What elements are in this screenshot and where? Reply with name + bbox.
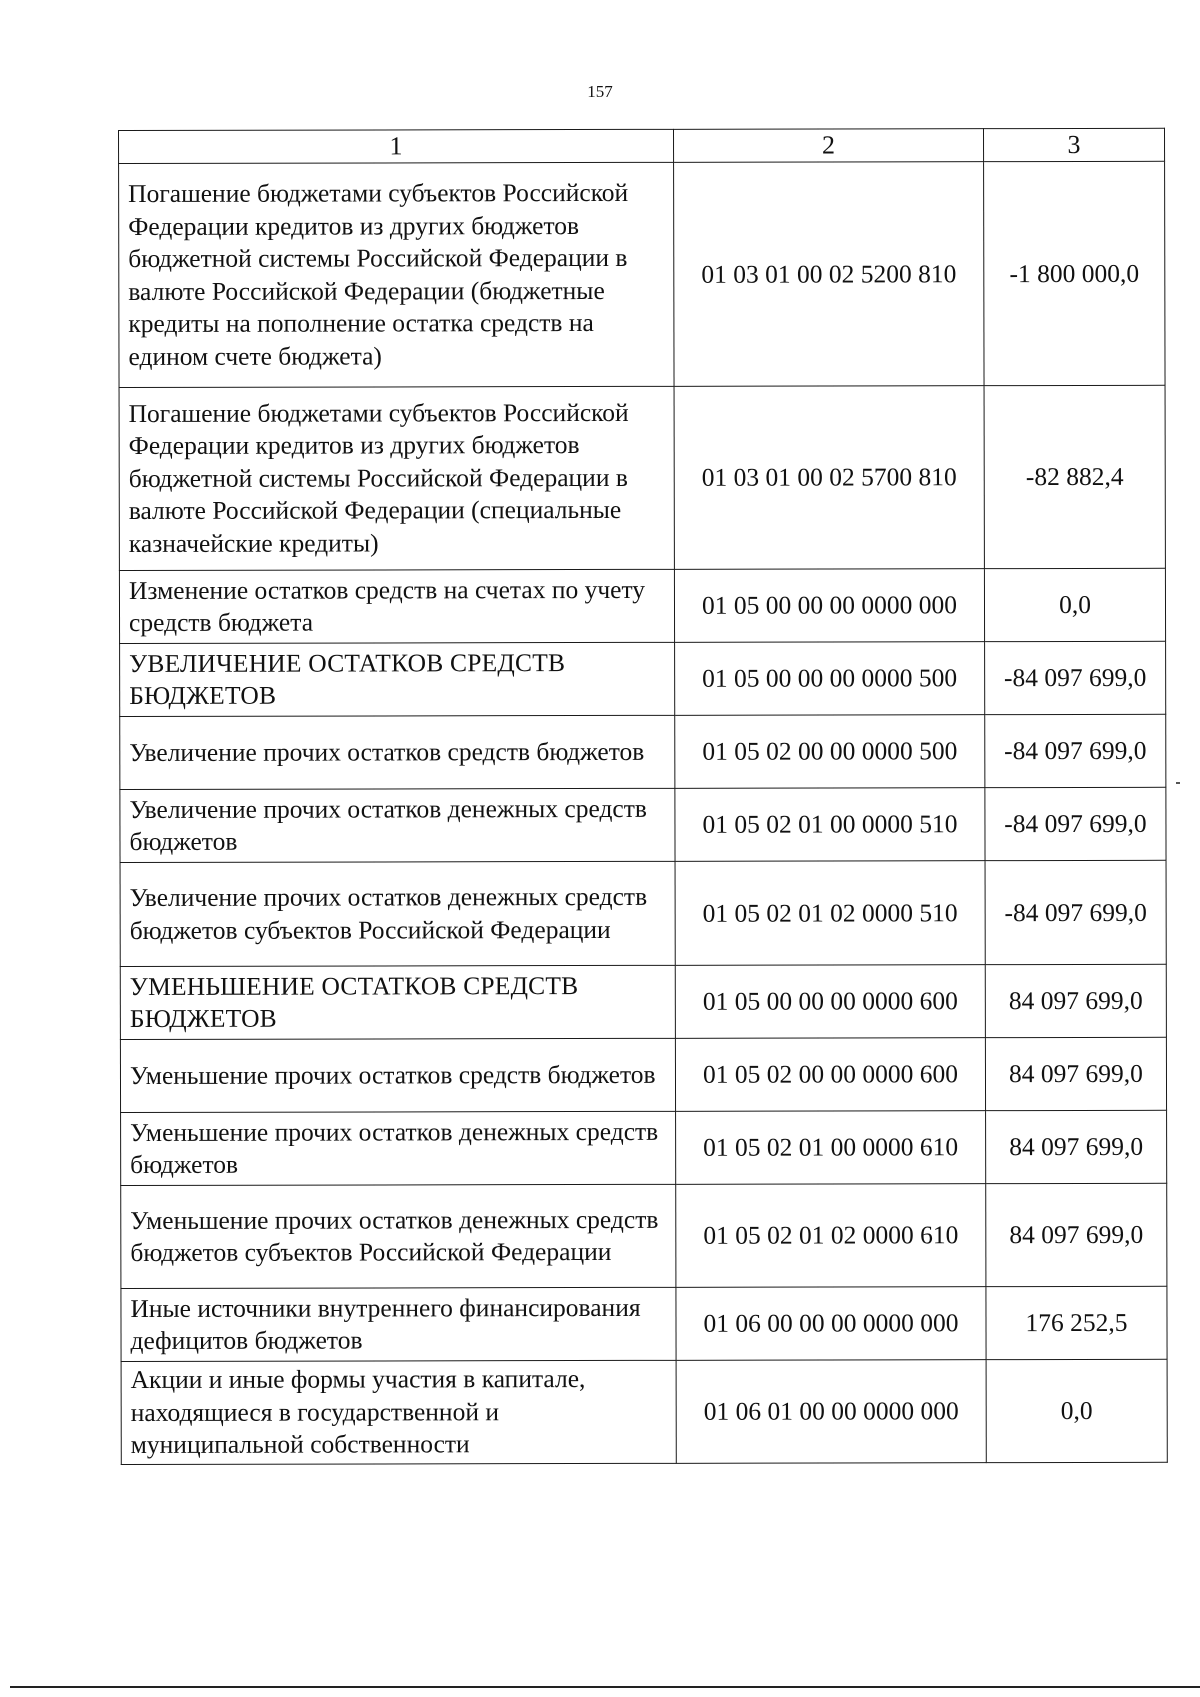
row-amount: 84 097 699,0	[986, 1110, 1167, 1183]
row-amount: 84 097 699,0	[985, 964, 1166, 1037]
row-amount: 176 252,5	[986, 1286, 1167, 1359]
page-number: 157	[587, 82, 613, 101]
row-name: Изменение остатков средств на счетах по учету средств бюджета	[119, 569, 674, 643]
column-header-code: 2	[673, 129, 983, 163]
row-amount: -84 097 699,0	[985, 787, 1166, 860]
row-name: Уменьшение прочих остатков денежных средств бюджетов субъектов Российской Федерации	[121, 1184, 676, 1288]
column-header-name: 1	[119, 129, 674, 163]
row-code: 01 05 02 01 00 0000 610	[676, 1111, 986, 1185]
table-row	[120, 787, 1166, 862]
row-name: Уменьшение прочих остатков средств бюджетов	[120, 1038, 675, 1112]
table-row	[120, 641, 1166, 716]
table-row	[120, 964, 1166, 1039]
row-amount: 84 097 699,0	[985, 1037, 1166, 1110]
row-name: Погашение бюджетами субъектов Российской Федерации кредитов из других бюджетов бюджетной системы Российской Федерации в валюте Российской Федерации (специальные казначейские кредиты)	[119, 386, 674, 570]
row-code: 01 03 01 00 02 5700 810	[674, 386, 984, 570]
row-amount: 0,0	[986, 1359, 1167, 1462]
column-header-amount: 3	[983, 128, 1164, 161]
row-amount: -84 097 699,0	[985, 714, 1166, 787]
table-row	[121, 1183, 1167, 1288]
row-name: Увеличение прочих остатков средств бюджетов	[120, 715, 675, 789]
row-code: 01 05 02 00 00 0000 500	[675, 715, 985, 789]
page-bottom-rule	[10, 1686, 1200, 1688]
scan-speck	[1176, 782, 1180, 784]
row-name: Иные источники внутреннего финансирования дефицитов бюджетов	[121, 1287, 676, 1361]
row-code: 01 05 00 00 00 0000 500	[675, 642, 985, 716]
row-name: Акции и иные формы участия в капитале, находящиеся в государственной и муниципальной собственности	[121, 1360, 676, 1464]
table-row	[121, 1286, 1167, 1361]
row-name: Погашение бюджетами субъектов Российской Федерации кредитов из других бюджетов бюджетной системы Российской Федерации в валюте Российской Федерации (бюджетные кредиты на пополнение остатка средств на едином счете бюджета)	[119, 162, 674, 387]
table-row	[119, 161, 1165, 387]
row-code: 01 05 02 01 02 0000 610	[676, 1184, 986, 1288]
table-row	[119, 568, 1165, 643]
table-row	[120, 1037, 1166, 1112]
row-amount: 84 097 699,0	[986, 1183, 1167, 1286]
table-row	[120, 714, 1166, 789]
row-code: 01 06 01 00 00 0000 000	[676, 1360, 986, 1463]
row-code: 01 03 01 00 02 5200 810	[674, 162, 984, 387]
row-name: Увеличение прочих остатков денежных средств бюджетов субъектов Российской Федерации	[120, 861, 675, 966]
table-row	[120, 860, 1166, 966]
row-code: 01 05 00 00 00 0000 600	[675, 965, 985, 1039]
budget-sources-table	[118, 128, 1168, 1465]
table-row	[119, 385, 1165, 570]
table-row	[121, 1110, 1167, 1185]
row-amount: -84 097 699,0	[985, 641, 1166, 714]
row-amount: -82 882,4	[984, 385, 1165, 568]
row-name: УМЕНЬШЕНИЕ ОСТАТКОВ СРЕДСТВ БЮДЖЕТОВ	[120, 965, 675, 1039]
row-code: 01 05 00 00 00 0000 000	[674, 569, 984, 643]
row-amount: 0,0	[984, 568, 1165, 641]
row-code: 01 05 02 01 00 0000 510	[675, 788, 985, 862]
row-name: Уменьшение прочих остатков денежных средств бюджетов	[121, 1111, 676, 1185]
table-row	[121, 1359, 1167, 1464]
row-amount: -1 800 000,0	[984, 161, 1165, 385]
row-code: 01 06 00 00 00 0000 000	[676, 1287, 986, 1361]
header-row	[119, 128, 1165, 163]
row-code: 01 05 02 01 02 0000 510	[675, 861, 985, 966]
row-code: 01 05 02 00 00 0000 600	[675, 1038, 985, 1112]
row-amount: -84 097 699,0	[985, 860, 1166, 964]
row-name: Увеличение прочих остатков денежных средств бюджетов	[120, 788, 675, 862]
row-name: УВЕЛИЧЕНИЕ ОСТАТКОВ СРЕДСТВ БЮДЖЕТОВ	[120, 642, 675, 716]
